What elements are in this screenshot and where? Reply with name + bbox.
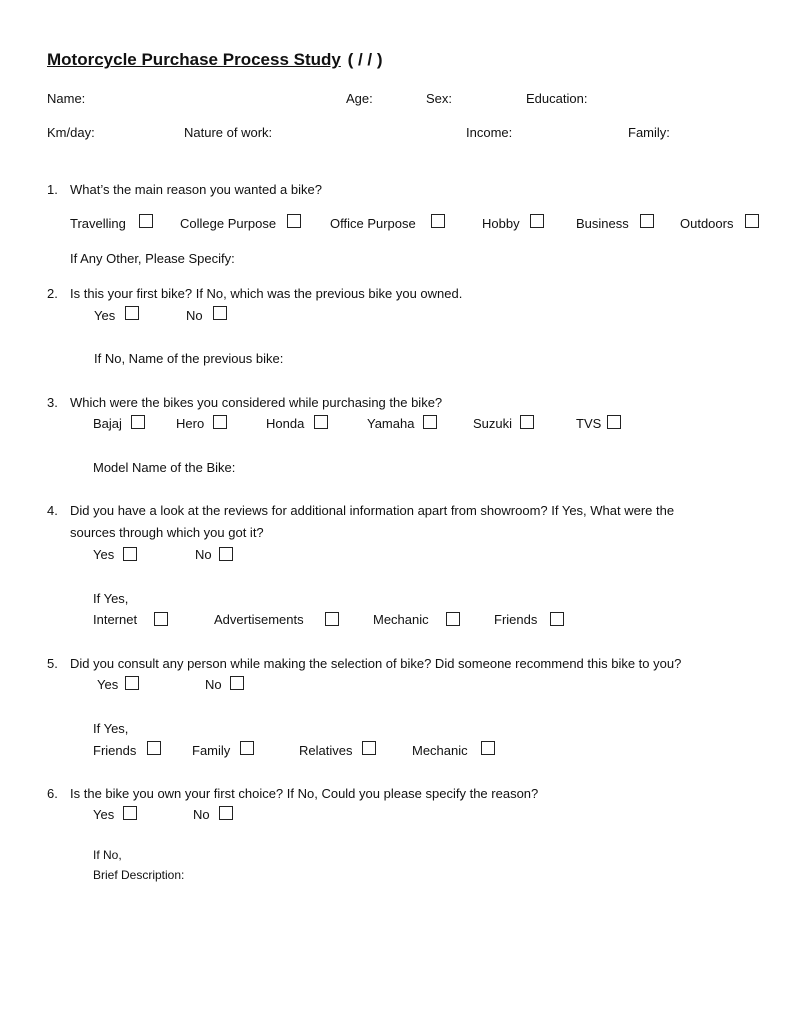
q5-option-mechanic: Mechanic (412, 743, 468, 758)
q3-option-yamaha: Yamaha (367, 416, 415, 431)
q4-option-internet: Internet (93, 612, 138, 627)
q3-number: 3. (47, 395, 58, 410)
name-label[interactable]: Name: (47, 91, 86, 106)
form-title (47, 50, 383, 70)
q4-option-mechanic: Mechanic (373, 612, 429, 627)
q1-option-business: Business (576, 216, 629, 231)
q6-no-checkbox[interactable] (219, 806, 233, 820)
q5-no-label: No (205, 677, 222, 692)
q4-option-advertisements: Advertisements (214, 612, 304, 627)
q6-if-no: If No, (93, 848, 122, 862)
q4-no-checkbox[interactable] (219, 547, 233, 561)
km-day-label[interactable]: Km/day: (47, 125, 95, 140)
q5-checkbox-relatives[interactable] (362, 741, 376, 755)
q1-option-office: Office Purpose (330, 216, 416, 231)
q1-checkbox-hobby[interactable] (530, 214, 544, 228)
title-main: Motorcycle Purchase Process Study (47, 50, 341, 69)
q3-checkbox-suzuki[interactable] (520, 415, 534, 429)
q5-no-checkbox[interactable] (230, 676, 244, 690)
q2-previous-bike-label[interactable]: If No, Name of the previous bike: (94, 351, 284, 366)
q3-checkbox-bajaj[interactable] (131, 415, 145, 429)
q3-option-hero: Hero (176, 416, 205, 431)
q2-number: 2. (47, 286, 58, 301)
q1-option-outdoors: Outdoors (680, 216, 734, 231)
q1-checkbox-college[interactable] (287, 214, 301, 228)
q6-text: Is the bike you own your first choice? If No, Could you please specify the reason? (70, 786, 539, 801)
q3-option-honda: Honda (266, 416, 305, 431)
q6-yes-checkbox[interactable] (123, 806, 137, 820)
q6-brief-description-label[interactable]: Brief Description: (93, 868, 185, 882)
q1-checkbox-business[interactable] (640, 214, 654, 228)
q4-checkbox-internet[interactable] (154, 612, 168, 626)
q3-option-tvs: TVS (576, 416, 602, 431)
income-label[interactable]: Income: (466, 125, 513, 140)
q2-text: Is this your first bike? If No, which was the previous bike you owned. (70, 286, 463, 301)
q4-yes-label: Yes (93, 547, 115, 562)
q5-yes-checkbox[interactable] (125, 676, 139, 690)
q6-no-label: No (193, 807, 210, 822)
q1-option-travelling: Travelling (70, 216, 126, 231)
age-label[interactable]: Age: (346, 91, 373, 106)
q6-yes-label: Yes (93, 807, 115, 822)
q3-option-bajaj: Bajaj (93, 416, 122, 431)
q4-text-line2: sources through which you got it? (70, 525, 264, 540)
q5-option-relatives: Relatives (299, 743, 353, 758)
q1-checkbox-outdoors[interactable] (745, 214, 759, 228)
education-label[interactable]: Education: (526, 91, 588, 106)
q5-yes-label: Yes (97, 677, 119, 692)
q4-no-label: No (195, 547, 212, 562)
q3-model-label[interactable]: Model Name of the Bike: (93, 460, 236, 475)
nature-of-work-label[interactable]: Nature of work: (184, 125, 273, 140)
q4-number: 4. (47, 503, 58, 518)
q3-checkbox-tvs[interactable] (607, 415, 621, 429)
q1-option-college: College Purpose (180, 216, 277, 231)
q4-text-line1: Did you have a look at the reviews for additional information apart from showroom? If Yes, What were the (70, 503, 675, 518)
q2-yes-checkbox[interactable] (125, 306, 139, 320)
q3-text: Which were the bikes you considered while purchasing the bike? (70, 395, 443, 410)
q1-checkbox-office[interactable] (431, 214, 445, 228)
q1-other-label[interactable]: If Any Other, Please Specify: (70, 251, 235, 266)
q3-checkbox-hero[interactable] (213, 415, 227, 429)
q4-option-friends: Friends (494, 612, 538, 627)
q4-checkbox-advertisements[interactable] (325, 612, 339, 626)
q3-checkbox-yamaha[interactable] (423, 415, 437, 429)
q4-yes-checkbox[interactable] (123, 547, 137, 561)
q1-checkbox-travelling[interactable] (139, 214, 153, 228)
q5-if-yes: If Yes, (93, 721, 129, 736)
q3-option-suzuki: Suzuki (473, 416, 513, 431)
q5-checkbox-mechanic[interactable] (481, 741, 495, 755)
family-label[interactable]: Family: (628, 125, 670, 140)
q2-yes-label: Yes (94, 308, 116, 323)
q4-checkbox-mechanic[interactable] (446, 612, 460, 626)
q4-checkbox-friends[interactable] (550, 612, 564, 626)
q5-option-friends: Friends (93, 743, 137, 758)
title-date: ( / / ) (347, 50, 383, 69)
q1-number: 1. (47, 182, 58, 197)
q1-text: What’s the main reason you wanted a bike? (70, 182, 322, 197)
q6-number: 6. (47, 786, 58, 801)
q3-checkbox-honda[interactable] (314, 415, 328, 429)
q5-option-family: Family (192, 743, 231, 758)
q5-checkbox-family[interactable] (240, 741, 254, 755)
q2-no-label: No (186, 308, 203, 323)
q4-if-yes: If Yes, (93, 591, 129, 606)
q5-checkbox-friends[interactable] (147, 741, 161, 755)
q1-option-hobby: Hobby (482, 216, 520, 231)
q5-number: 5. (47, 656, 58, 671)
sex-label[interactable]: Sex: (426, 91, 453, 106)
q5-text: Did you consult any person while making the selection of bike? Did someone recommend this bike to you? (70, 656, 682, 671)
q2-no-checkbox[interactable] (213, 306, 227, 320)
